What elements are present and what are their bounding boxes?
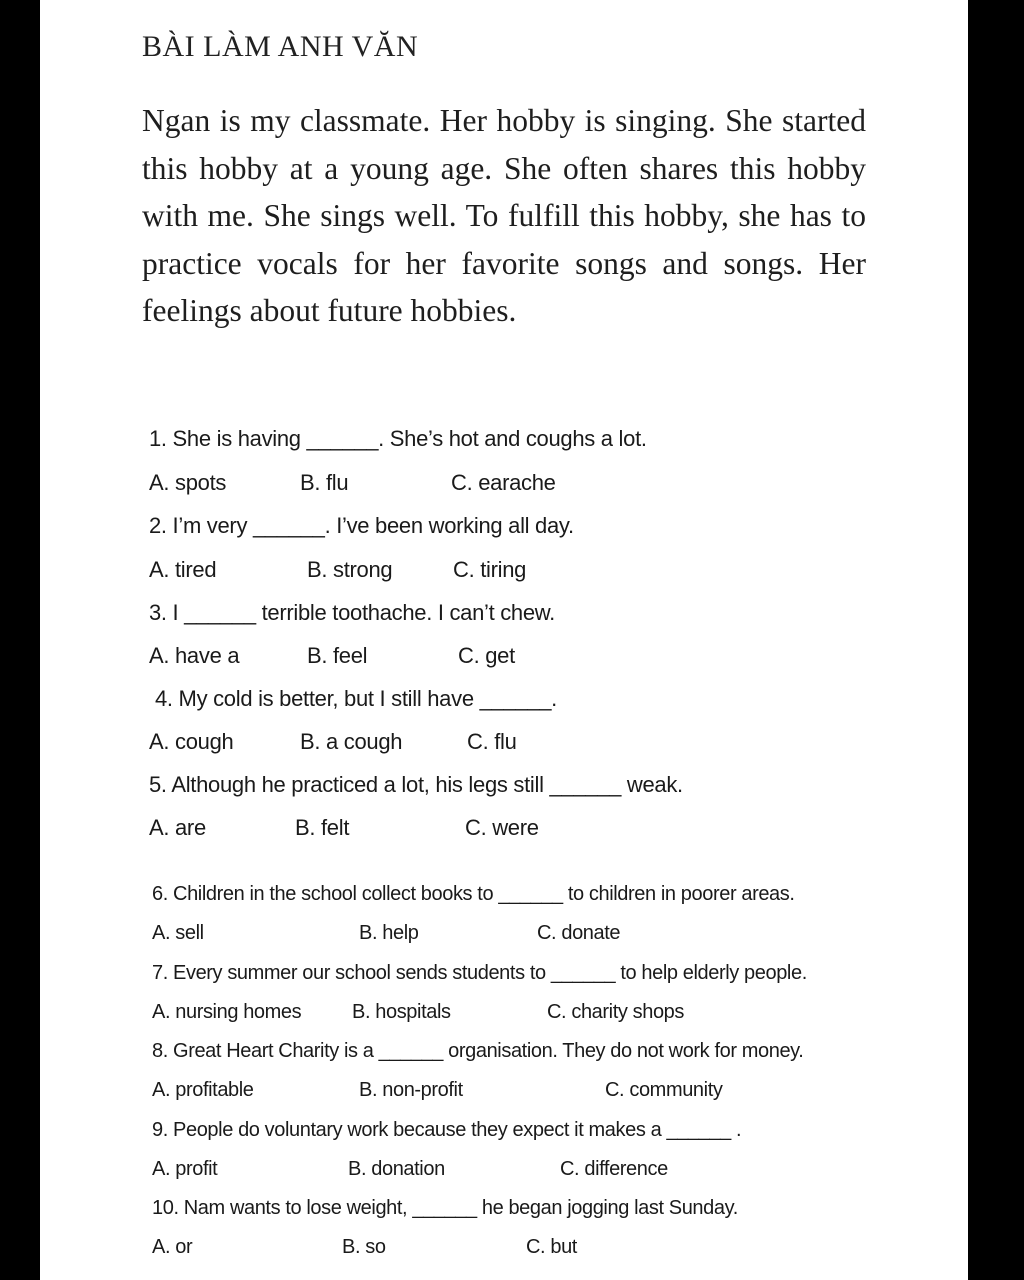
question-3-option-a: A. have a <box>149 643 240 668</box>
question-2-option-c: C. tiring <box>453 557 527 582</box>
question-7-option-b: B. hospitals <box>352 1001 451 1023</box>
question-9-option-a: A. profit <box>152 1158 218 1180</box>
question-10-option-b: B. so <box>342 1236 386 1258</box>
question-6-option-a: A. sell <box>152 922 204 944</box>
question-10-option-a: A. or <box>152 1236 193 1258</box>
worksheet-page <box>40 0 968 1280</box>
question-8-option-a: A. profitable <box>152 1079 254 1101</box>
question-2-option-a: A. tired <box>149 557 217 582</box>
question-10: 10. Nam wants to lose weight, ______ he began jogging last Sunday. <box>152 1197 738 1219</box>
question-8-option-c: C. community <box>605 1079 723 1101</box>
essay-paragraph: Ngan is my classmate. Her hobby is singing. She started this hobby at a young age. She often shares this hobby with me. She sings well. To fulfill this hobby, she has to practice vocals for her favorite songs and songs. Her feelings about future hobbies. <box>142 103 866 328</box>
question-3-option-b: B. feel <box>307 643 368 668</box>
question-6-option-b: B. help <box>359 922 419 944</box>
question-5-option-b: B. felt <box>295 815 350 840</box>
question-8-option-b: B. non-profit <box>359 1079 463 1101</box>
question-1-option-a: A. spots <box>149 470 227 495</box>
question-5-option-a: A. are <box>149 815 206 840</box>
question-4-option-b: B. a cough <box>300 729 403 754</box>
question-2: 2. I’m very ______. I’ve been working all day. <box>149 513 574 538</box>
question-6: 6. Children in the school collect books to ______ to children in poorer areas. <box>152 883 795 905</box>
question-8: 8. Great Heart Charity is a ______ organisation. They do not work for money. <box>152 1040 804 1062</box>
question-1-option-c: C. earache <box>451 470 556 495</box>
question-4: 4. My cold is better, but I still have ______. <box>155 686 557 711</box>
question-7-option-c: C. charity shops <box>547 1001 684 1023</box>
question-9-option-c: C. difference <box>560 1158 668 1180</box>
question-4-option-c: C. flu <box>467 729 517 754</box>
question-9: 9. People do voluntary work because they expect it makes a ______ . <box>152 1119 742 1141</box>
question-9-option-b: B. donation <box>348 1158 445 1180</box>
question-5: 5. Although he practiced a lot, his legs still ______ weak. <box>149 772 683 797</box>
question-4-option-a: A. cough <box>149 729 234 754</box>
question-1: 1. She is having ______. She’s hot and coughs a lot. <box>149 426 647 451</box>
question-10-option-c: C. but <box>526 1236 577 1258</box>
question-3: 3. I ______ terrible toothache. I can’t chew. <box>149 600 555 625</box>
question-6-option-c: C. donate <box>537 922 621 944</box>
page-title: BÀI LÀM ANH VĂN <box>142 30 419 63</box>
question-5-option-c: C. were <box>465 815 539 840</box>
question-7-option-a: A. nursing homes <box>152 1001 302 1023</box>
question-1-option-b: B. flu <box>300 470 349 495</box>
question-3-option-c: C. get <box>458 643 515 668</box>
question-2-option-b: B. strong <box>307 557 393 582</box>
question-7: 7. Every summer our school sends students to ______ to help elderly people. <box>152 962 807 984</box>
